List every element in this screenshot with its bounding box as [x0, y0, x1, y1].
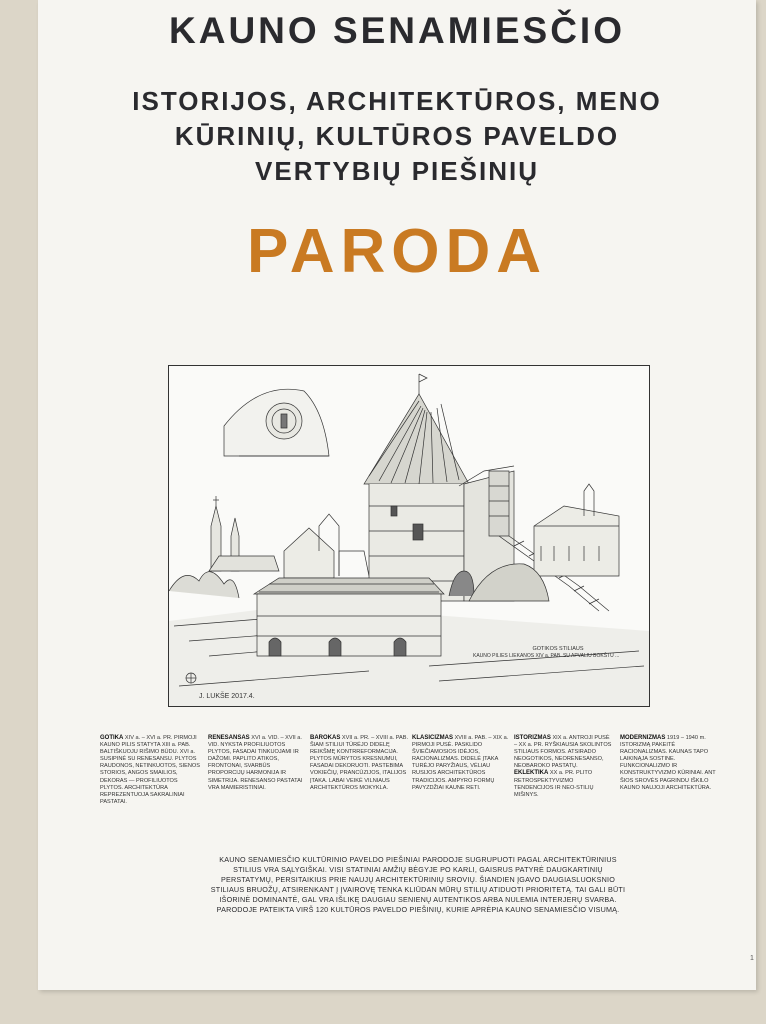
style-text: XIX a. ANTROJI PUSĖ – XX a. PR. RYŠKIAUSIA SKOLINTOS STILIAUS FORMOS. ATSIRADO NEOGOTIKOS, NEORENESANSO, NEOBAROKO PASTATŲ.: [514, 735, 612, 770]
exhibition-summary: KAUNO SENAMIESČIO KULTŪRINIO PAVELDO PIEŠINIAI PARODOJE SUGRUPUOTI PAGAL ARCHITEKTŪRINIUS STILIUS VRA SĄLYGIŠKAI. VISI STATINIAI AMŽIŲ BĖGYJE PO KARLI, GAISRUS PATYRĖ DAUGKARTINIŲ PERSTATYMŲ, PERSITAIKIUS PRIE NAUJŲ ARCHITEKTŪRINIŲ SROVIŲ. ŠIANDIEN ĮGAVO DAUGIASLUOKSNIO STILIAUS BRUOŽŲ, ATSIRENKANT Į ĮVAIROVĘ TENKA KLIŪDAN MŪRŲ STILIŲ ATIDUOTI PRIORITETĄ. TAI GALI BŪTI IŠORINĖ DOMINANTĖ, GAL VRA IŠLIKĘ DAUGIAU SENIENŲ AUTENTIKOS ARBA NULEMIA INTERJERŲ SVARBA. PARODOJE PATEIKTA VIRŠ 120 KULTŪROS PAVELDO PIEŠINIŲ, KURIE APRĖPIA KAUNO SENAMIESČIO VISUMĄ.: [210, 855, 626, 914]
style-text: XVII a. PR. – XVIII a. PAB. ŠIAM STILIUI TŪRĖJO DIDELĘ REIKŠMĘ KONTRREFORMACIJA. PLYTOS MŪRYTOS KRESNUMUI, FASADAI DEKORUOTI. PASTEBIMA VOKIEČIŲ, PRANCŪZIJOS, ITALIJOS ĮTAKA. LABAI VEIKĖ VILNIAUS ARCHITEKTŪROS MOKYKLA.: [310, 735, 409, 791]
style-descriptions: [100, 735, 740, 855]
style-text: XIV a. – XVI a. PR. PIRMOJI KAUNO PILIS STATYTA XIII a. PAB. BALTIŠKUOJU RIŠIMO BŪDU. XVI a. SUSIPINĖ SU RENESANSU. PLYTOS RAUDONOS, NETINKUOTOS, SIENOS STORIOS, ANGOS SMAILIOS, DEKORAS — PROFILIUOTOS PLYTOS. ARCHITEKTŪRA REPREZENTUOJA SAKRALINIAI PASTATAI.: [100, 735, 200, 805]
style-column-barokas: [310, 735, 410, 792]
header-line1: KAUNO SENAMIESČIO: [169, 10, 625, 51]
drawing-caption-text: KAUNO PILIES LIEKANOS XIV a. PAB. SU APVALIU BOKŠTU ...: [473, 652, 620, 659]
style-text: 1919 – 1940 m. ISTORIZMĄ PAKEITĖ RACIONALIZMAS. KAUNAS TAPO LAIKINĄJA SOSTINE. FUNKCIONALIZMO IR KONSTRUKTYVIZMO KŪRINIAI. ANT ŠIOS SROVĖS PAGRINDU IŠKILO KAUNO NAUJOJI ARCHITEKTŪRA.: [620, 735, 716, 791]
style-name: KLASICIZMAS: [412, 735, 453, 741]
header-subtitle: [38, 84, 756, 189]
style-column-klasicizmas: [412, 735, 512, 792]
drawing-caption-title: GOTIKOS STILIAUS: [532, 646, 584, 652]
page-number: 1: [750, 955, 754, 962]
style-text: XVIII a. PAB. – XIX a. PIRMOJI PUSĖ. PASKLIDO ŠVIEČIAMOSIOS IDĖJOS, RACIONALIZMAS. DIDELĖ ĮTAKA TURĖJO PARYŽIAUS, VĖLIAU RUSIJOS ARCHITEKTŪROS TRADICIJOS. AMPYRO FORMŲ PAVYZDŽIAI KAUNE RETI.: [412, 735, 509, 791]
style-column-gotika: [100, 735, 200, 806]
poster-title: PARODA: [246, 217, 548, 286]
style-name: MODERNIZMAS: [620, 735, 666, 741]
drawing-caption: [473, 646, 643, 659]
style-name: ISTORIZMAS: [514, 735, 551, 741]
style-name: RENESANSAS: [208, 735, 250, 741]
style-name: EKLEKTIKA: [514, 770, 549, 777]
header-line4: VERTYBIŲ PIEŠINIŲ: [255, 156, 539, 186]
style-name: GOTIKA: [100, 735, 124, 741]
style-text: XVI a. VID. – XVII a. VID. NYKSTA PROFILIUOTOS PLYTOS, FASADAI TINKUOJAMI IR DAŽOMI. PAPLITO ATIKOS, FRONTONAI, SVARBŪS PROPORCIJŲ HARMONIJA IR SIMETRIJA. RENESANSO PASTATAI VRA MAMIERISTINIAI.: [208, 735, 303, 791]
header-line3: KŪRINIŲ, KULTŪROS PAVELDO: [174, 121, 620, 151]
style-column-modernizmas: [620, 735, 720, 792]
style-column-istorizmas: [514, 735, 614, 799]
artist-signature: J. LUKŠE 2017.4.: [199, 693, 255, 700]
exhibition-poster: [38, 0, 756, 990]
style-text: XX a. PR. PLITO RETROSPEKTYVIZMO TENDENCIJOS IR NEO-STILIŲ MIŠINYS.: [514, 770, 594, 798]
style-name: BAROKAS: [310, 735, 341, 741]
castle-drawing: [168, 365, 650, 707]
style-column-renesansas: [208, 735, 308, 792]
header-line2: ISTORIJOS, ARCHITEKTŪROS, MENO: [132, 86, 662, 116]
